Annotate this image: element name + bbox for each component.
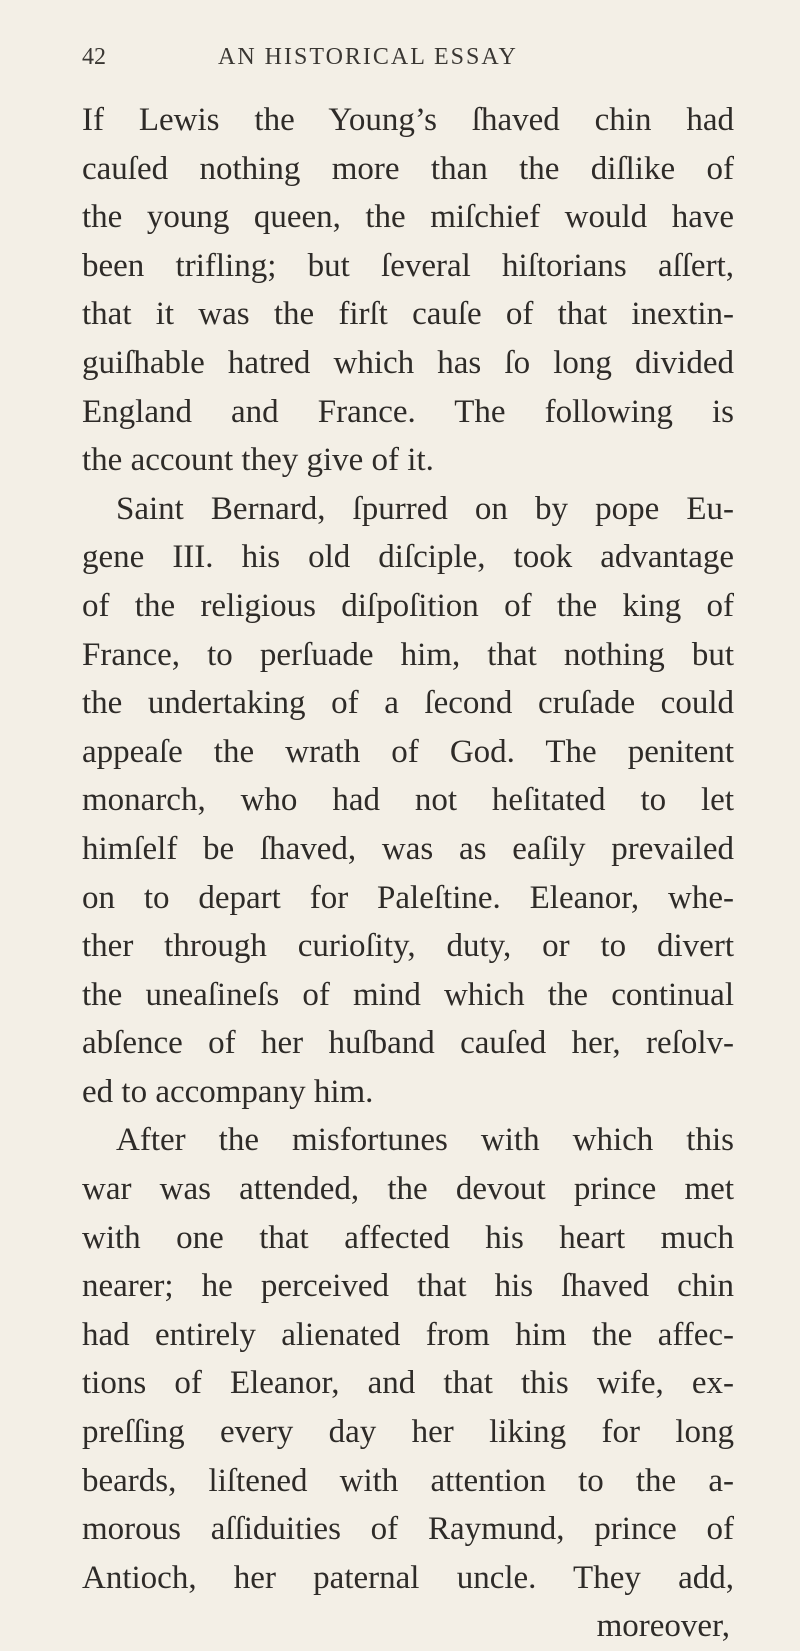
text-line: the undertaking of a ſecond cruſade could [82, 685, 734, 722]
text-line: on to depart for Paleſtine. Eleanor, whe- [82, 879, 734, 916]
text-line: nearer; he perceived that his ſhaved chin [82, 1268, 734, 1305]
text-line: monarch, who had not heſitated to let [82, 782, 734, 819]
text-line: guiſhable hatred which has ſo long divided [82, 344, 734, 381]
page-header [82, 44, 718, 84]
text-line: Antioch, her paternal uncle. They add, [82, 1559, 734, 1596]
text-line: morous aſſiduities of Raymund, prince of [82, 1511, 734, 1548]
text-line: France, to perſuade him, that nothing but [82, 636, 734, 673]
text-line: England and France. The following is [82, 393, 734, 430]
text-line: himſelf be ſhaved, was as eaſily prevailed [82, 830, 734, 867]
page-number: 42 [82, 44, 106, 70]
text-line: the uneaſineſs of mind which the continual [82, 976, 734, 1013]
text-line: of the religious diſpoſition of the king of [82, 587, 734, 624]
text-line: gene III. his old diſciple, took advantage [82, 539, 734, 576]
text-line: Saint Bernard, ſpurred on by pope Eu- [116, 490, 734, 527]
text-line: that it was the firſt cauſe of that inextin- [82, 296, 734, 333]
text-line: preſſing every day her liking for long [82, 1414, 734, 1451]
text-line: If Lewis the Young’s ſhaved chin had [82, 102, 734, 138]
text-line: been trifling; but ſeveral hiſtorians aſſert, [82, 247, 734, 284]
catchword: moreover, [596, 1608, 730, 1645]
text-line: with one that affected his heart much [82, 1219, 734, 1256]
text-line: had entirely alienated from him the affec- [82, 1316, 734, 1353]
text-line: beards, liſtened with attention to the a- [82, 1462, 734, 1499]
text-line: ther through curioſity, duty, or to divert [82, 928, 734, 965]
text-line: cauſed nothing more than the diſlike of [82, 150, 734, 187]
running-title: AN HISTORICAL ESSAY [218, 44, 518, 70]
text-line: the young queen, the miſchief would have [82, 199, 734, 236]
text-line: the account they give of it. [82, 442, 434, 479]
text-line: abſence of her huſband cauſed her, reſolv- [82, 1025, 734, 1062]
text-line: ed to accompany him. [82, 1073, 374, 1110]
text-line: war was attended, the devout prince met [82, 1171, 734, 1208]
text-line: tions of Eleanor, and that this wife, ex- [82, 1365, 734, 1402]
text-line: appeaſe the wrath of God. The penitent [82, 733, 734, 770]
body-text [82, 96, 734, 1651]
text-line: After the misfortunes with which this [116, 1122, 734, 1159]
